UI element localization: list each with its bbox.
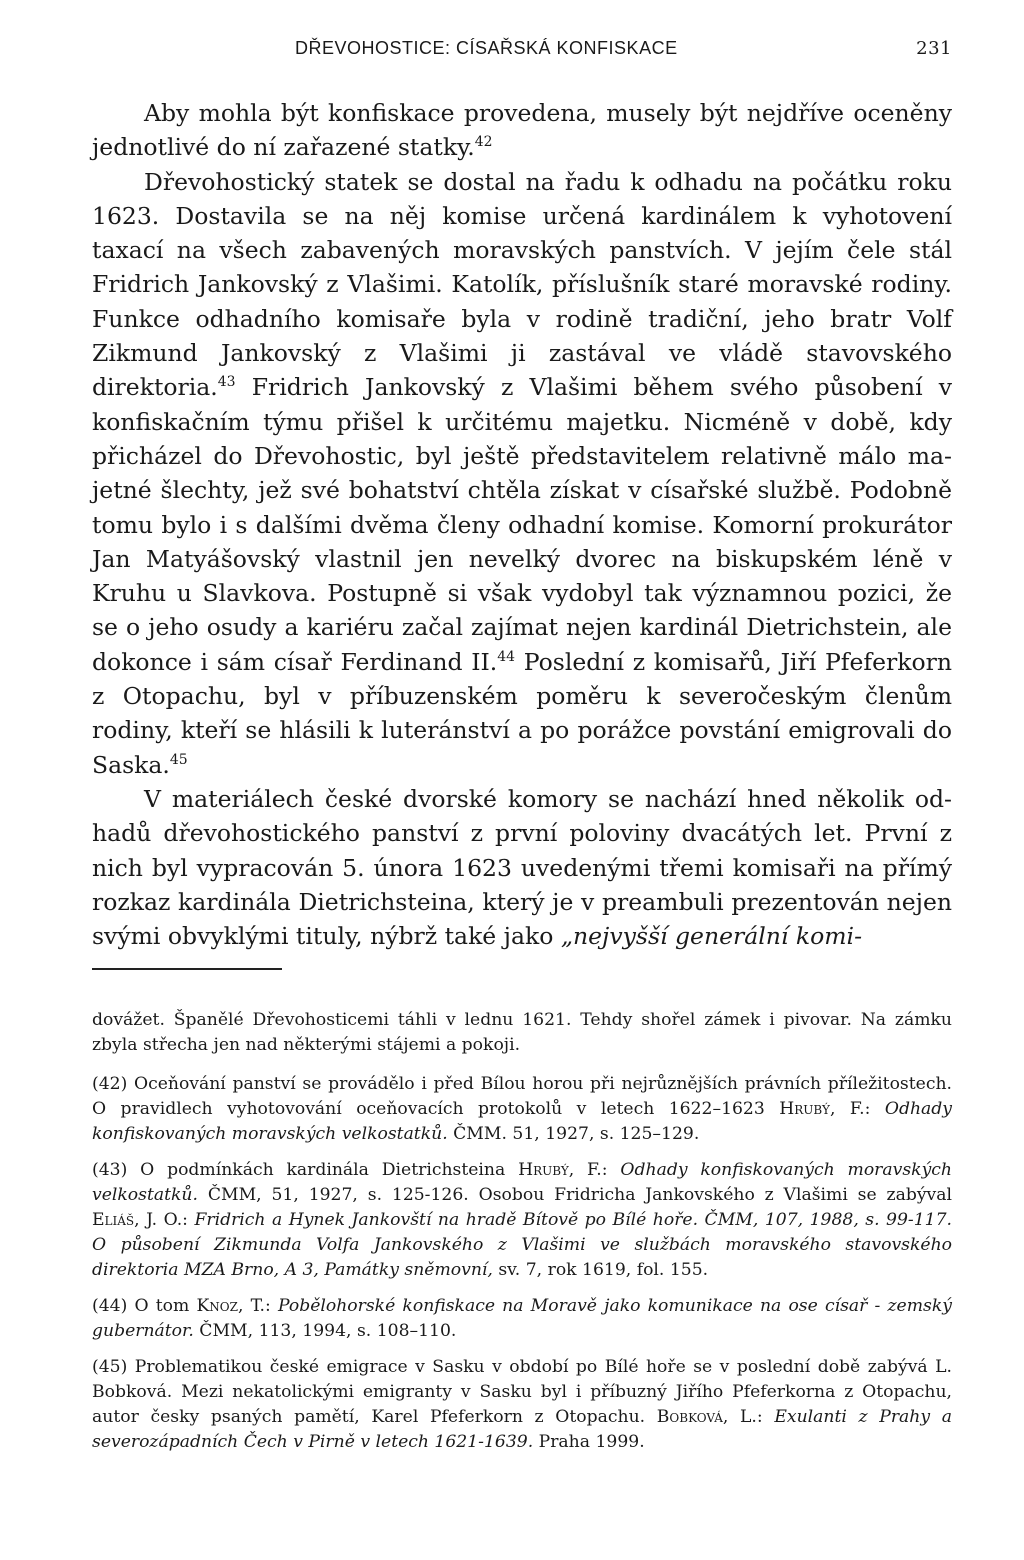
footnote-42-text-b: , F.: [829, 1099, 885, 1119]
footnote-44-text-a: O tom [127, 1296, 197, 1316]
paragraph-2 [92, 165, 952, 782]
footnote-ref-42: 42 [474, 134, 493, 151]
footnote-45-text-a: Problematikou české emigrace v Sasku v období po Bílé hoře se v poslední době zabývá L. Bobková. Mezi nekatolickými emigranty v Sasku byl i příbuzný Jiřího Pfeferkorna z Otopachu, autor česky psaných pamětí, Karel Pfeferkorn z Otopachu. [92, 1357, 952, 1427]
footnote-45 [92, 1355, 952, 1455]
running-head-title: DŘEVOHOSTICE: CÍSAŘSKÁ KONFISKACE [295, 38, 678, 58]
footnotes [92, 1008, 952, 1466]
footnote-42-author: Hrubý [779, 1099, 830, 1119]
footnote-42-text-c: ČMM. 51, 1927, s. 125–129. [447, 1124, 700, 1144]
footnote-44-text-b: , T.: [237, 1296, 278, 1316]
footnote-44-author: Knoz [196, 1296, 238, 1316]
footnote-42 [92, 1072, 952, 1147]
footnote-45-author: Bobková [656, 1407, 723, 1427]
page-number: 231 [916, 38, 952, 59]
footnote-43-title-2: Fridrich a Hynek Jankovští na hradě Bítově po Bílé hoře. ČMM, 107, 1988, s. 99-117. O působení Zikmunda Volfa Jankovského z Vlašimi ve službách moravského stavovského direktoria MZA Brno, A 3, Památky sněmovní, [92, 1210, 952, 1280]
paragraph-1 [92, 96, 952, 165]
paragraph-1-text: Aby mohla být konfiskace provedena, musely být nejdříve oceněny jednotlivé do ní zařazené statky. [92, 99, 952, 162]
paragraph-2-text-c: Poslední z komisařů, Jiří Pfeferkorn z Otopachu, byl v příbuzenském poměru k severočeským členům rodiny, kteří se hlásili k luteránství a po porážce povstání emigrovali do Saska. [92, 647, 952, 779]
footnote-42-text-a: Oceňování panství se provádělo i před Bílou horou při nejrůznějších právních příležitostech. O pravidlech vyhotovování oceňovacích protokolů v letech 1622–1623 [92, 1074, 952, 1119]
footnote-42-number: (42) [92, 1074, 128, 1094]
footnote-43-number: (43) [92, 1160, 128, 1180]
footnote-42-title: Odhady konfiskovaných moravských velkostatků. [92, 1099, 952, 1144]
footnote-43-text-d: , J. O.: [134, 1210, 195, 1230]
footnote-separator [92, 968, 282, 970]
footnote-43-title-1: Odhady konfiskovaných moravských velkostatků. [92, 1160, 952, 1205]
footnote-43-text-b: , F.: [568, 1160, 621, 1180]
footnote-44-title: Pobělohorské konfiskace na Moravě jako komunikace na ose císař - zemský gubernátor. [92, 1296, 952, 1341]
footnote-ref-45: 45 [169, 751, 188, 768]
paragraph-2-text-a: Dřevohostický statek se dostal na řadu k odhadu na počátku roku 1623. Dostavila se na něj komise určená kardinálem k vyhotovení taxací na všech zabavených moravských panstvích. V jejím čele stál Fridrich Jankovský z Vlašimi. Katolík, příslušník staré moravské rodiny. Funkce odhadního komisaře byla v rodině tradiční, jeho bratr Volf Zikmund Jankovský z Vlašimi ji zastával ve vládě stavovského direktoria. [92, 167, 952, 402]
paragraph-2-text-b: Fridrich Jankovský z Vlašimi během svého působení v konfiskačním týmu přišel k určitému majetku. Nicméně v době, kdy přicházel do Dřevohostic, byl ještě představitelem relativně málo majetné šlechty, jež své bohatství chtěla získat v císařské službě. Podobně tomu bylo i s dalšími dvěma členy odhadní komise. Komorní prokurátor Jan Matyášovský vlastnil jen nevelký dvorec na biskupském léně v Kruhu u Slavkova. Postupně si však vydobyl tak významnou pozici, že se o jeho osudy a kariéru začal zajímat nejen kardinál Dietrichstein, ale dokonce i sám císař Ferdinand II. [92, 373, 952, 676]
paragraph-3-text: V materiálech české dvorské komory se nachází hned několik odhadů dřevohostického panství z první poloviny dvacátých let. První z nich byl vypracován 5. února 1623 uvedenými třemi komisaři na přímý rozkaz kardinála Dietrichsteina, který je v preambuli prezentován nejen svými obvyklými tituly, nýbrž také jako [92, 784, 952, 951]
footnote-43-text-a: O podmínkách kardinála Dietrichsteina [127, 1160, 519, 1180]
footnote-45-text-c: Praha 1999. [533, 1432, 645, 1452]
footnote-45-text-b: , L.: [722, 1407, 775, 1427]
footnote-43-author-2: Eliáš [92, 1210, 135, 1230]
footnote-44-text-c: ČMM, 113, 1994, s. 108–110. [193, 1321, 457, 1341]
running-head [92, 34, 952, 64]
footnote-43 [92, 1158, 952, 1283]
footnote-44-number: (44) [92, 1296, 128, 1316]
footnote-43-author-1: Hrubý [518, 1160, 569, 1180]
footnote-44 [92, 1294, 952, 1344]
footnote-ref-44: 44 [497, 648, 516, 665]
footnote-45-number: (45) [92, 1357, 128, 1377]
paragraph-3-italic: „nejvyšší generální komi- [560, 922, 863, 951]
footnote-continuation: dovážet. Španělé Dřevohosticemi táhli v lednu 1621. Tehdy shořel zámek i pivovar. Na zámku zbyla střecha jen nad některými stájemi a pokoji. [92, 1010, 952, 1055]
paragraph-3 [92, 782, 952, 953]
footnote-43-text-c: ČMM, 51, 1927, s. 125-126. Osobou Fridricha Jankovského z Vlašimi se zabýval [197, 1185, 952, 1205]
footnote-45-title: Exulanti z Prahy a severozápadních Čech v Pirně v letech 1621-1639. [92, 1407, 952, 1452]
footnote-43-text-e: sv. 7, rok 1619, fol. 155. [492, 1260, 709, 1280]
main-text [92, 96, 952, 953]
footnote-ref-43: 43 [217, 374, 236, 391]
